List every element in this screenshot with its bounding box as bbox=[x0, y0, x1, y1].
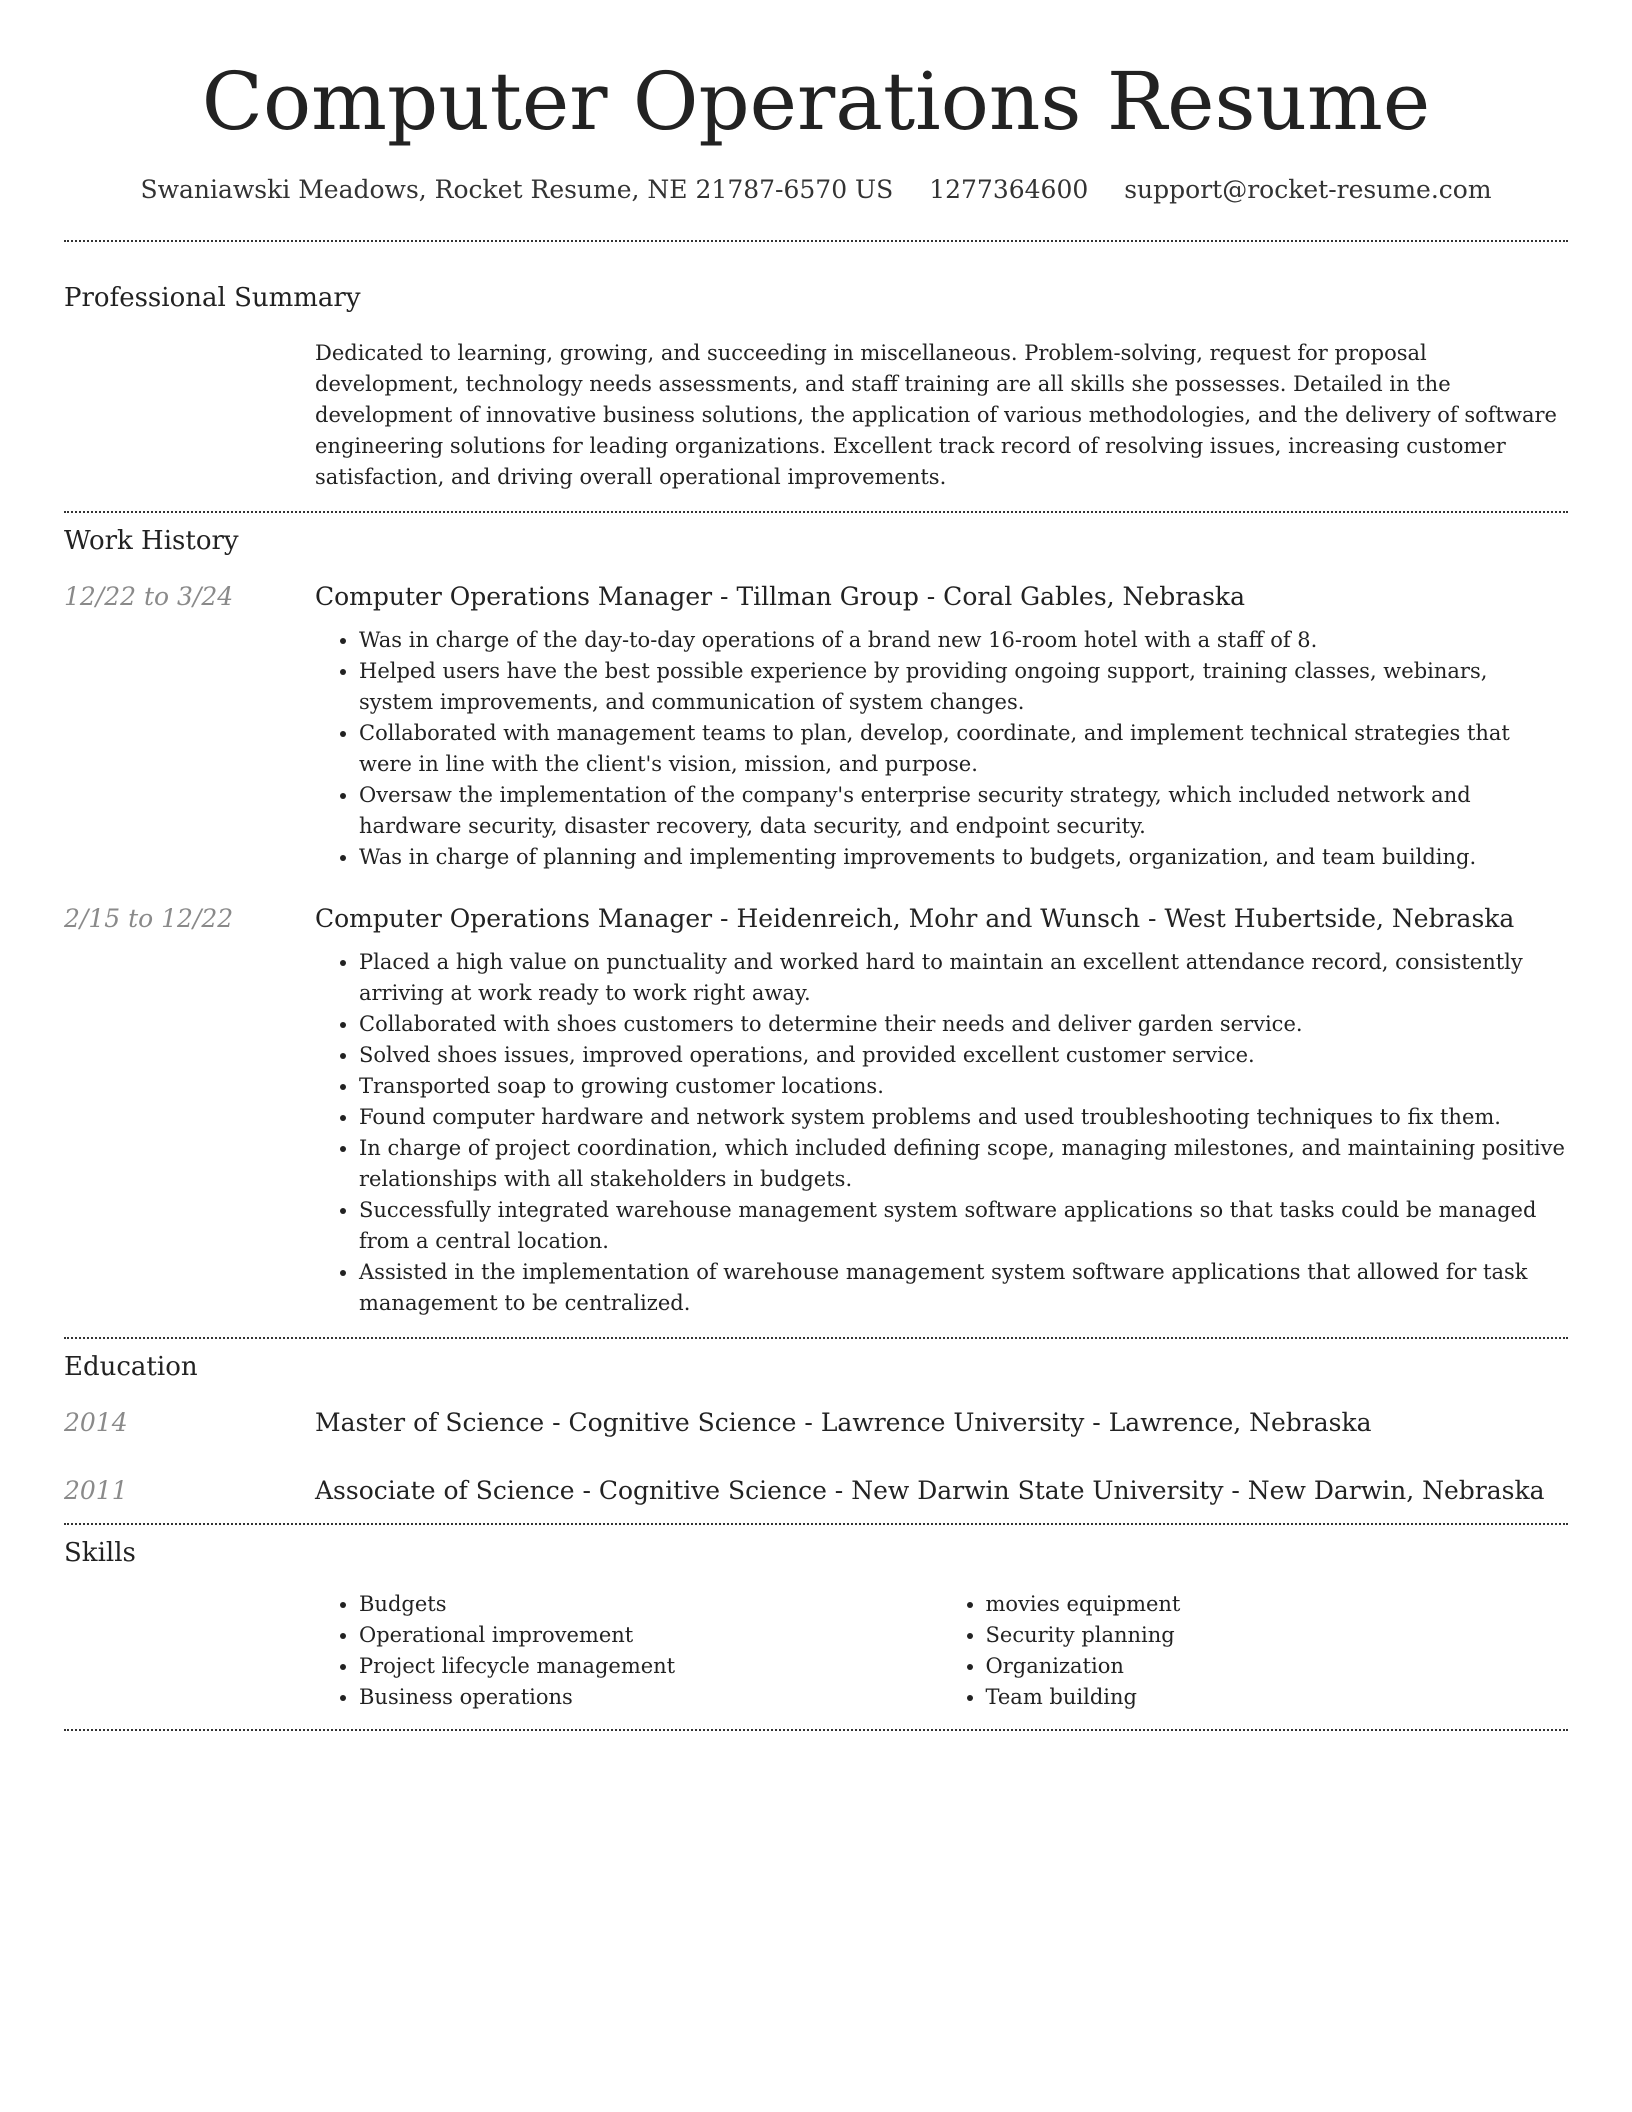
job-bullet: • Found computer hardware and network system problems and used troubleshooting techniques to fix them. bbox=[359, 1102, 1568, 1133]
job-bullet: • In charge of project coordination, which included defining scope, managing milestones, and maintaining positive relationships with all stakeholders in budgets. bbox=[359, 1133, 1568, 1195]
job-bullet: • Helped users have the best possible experience by providing ongoing support, training classes, webinars, system improvements, and communication of system changes. bbox=[359, 656, 1568, 718]
job-bullet: • Solved shoes issues, improved operations, and provided excellent customer service. bbox=[359, 1040, 1568, 1071]
job-bullet: • Successfully integrated warehouse management system software applications so that tasks could be managed from a central location. bbox=[359, 1195, 1568, 1257]
job-heading: Computer Operations Manager - Heidenreich, Mohr and Wunsch - West Hubertside, Nebraska bbox=[315, 904, 1515, 933]
education-entry bbox=[64, 1405, 1568, 1441]
resume-title: Computer Operations Resume bbox=[201, 55, 1431, 148]
work-section bbox=[64, 523, 1568, 1319]
education-divider bbox=[64, 1523, 1568, 1525]
job-bullet: • Collaborated with management teams to plan, develop, coordinate, and implement technical strategies that were in line with the client's vision, mission, and purpose. bbox=[359, 718, 1568, 780]
education-year: 2011 bbox=[64, 1476, 128, 1505]
job-bullet: • Collaborated with shoes customers to determine their needs and deliver garden service. bbox=[359, 1009, 1568, 1040]
job-bullet: • Oversaw the implementation of the company's enterprise security strategy, which included network and hardware security, disaster recovery, data security, and endpoint security. bbox=[359, 780, 1568, 842]
skill-item: • Business operations bbox=[359, 1682, 942, 1713]
skill-item: • Team building bbox=[986, 1682, 1569, 1713]
skills-section bbox=[64, 1535, 1568, 1713]
contact-line bbox=[64, 172, 1568, 208]
summary-section bbox=[64, 280, 1568, 493]
education-section bbox=[64, 1349, 1568, 1509]
job-bullet: • Transported soap to growing customer locations. bbox=[359, 1071, 1568, 1102]
summary-left-spacer bbox=[64, 338, 315, 493]
skill-item: • movies equipment bbox=[986, 1589, 1569, 1620]
skill-item: • Organization bbox=[986, 1651, 1569, 1682]
skills-divider bbox=[64, 1729, 1568, 1731]
job-bullet: • Placed a high value on punctuality and worked hard to maintain an excellent attendance record, consistently arriving at work ready to work right away. bbox=[359, 947, 1568, 1009]
job-dates: 12/22 to 3/24 bbox=[64, 582, 234, 611]
job-entry bbox=[64, 579, 1568, 873]
work-divider bbox=[64, 1337, 1568, 1339]
header-divider bbox=[64, 240, 1568, 242]
job-bullets bbox=[315, 947, 1568, 1319]
education-heading-line: Master of Science - Cognitive Science - Lawrence University - Lawrence, Nebraska bbox=[315, 1408, 1372, 1437]
education-entry bbox=[64, 1473, 1568, 1509]
contact-address: Swaniawski Meadows, Rocket Resume, NE 21787-6570 US bbox=[140, 175, 894, 204]
job-bullet: • Was in charge of planning and implementing improvements to budgets, organization, and team building. bbox=[359, 842, 1568, 873]
skills-left-spacer bbox=[64, 1589, 315, 1713]
skill-item: • Operational improvement bbox=[359, 1620, 942, 1651]
summary-text: Dedicated to learning, growing, and succeeding in miscellaneous. Problem-solving, request for proposal development, technology needs assessments, and staff training are all skills she possesses. Detailed in the development of innovative business solutions, the application of various methodologies, and the delivery of software engineering solutions for leading organizations. Excellent track record of resolving issues, increasing customer satisfaction, and driving overall operational improvements. bbox=[315, 341, 1557, 489]
job-entry bbox=[64, 901, 1568, 1319]
education-heading: Education bbox=[64, 1352, 198, 1382]
job-bullet: • Was in charge of the day-to-day operations of a brand new 16-room hotel with a staff of 8. bbox=[359, 625, 1568, 656]
summary-divider bbox=[64, 511, 1568, 513]
work-heading: Work History bbox=[64, 526, 239, 556]
skill-item: • Security planning bbox=[986, 1620, 1569, 1651]
job-bullets bbox=[315, 625, 1568, 873]
skill-item: • Project lifecycle management bbox=[359, 1651, 942, 1682]
job-heading: Computer Operations Manager - Tillman Group - Coral Gables, Nebraska bbox=[315, 582, 1245, 611]
skills-list-left bbox=[315, 1589, 942, 1713]
skills-heading: Skills bbox=[64, 1538, 136, 1568]
education-year: 2014 bbox=[64, 1408, 128, 1437]
resume-header bbox=[64, 0, 1568, 208]
skills-list-right bbox=[942, 1589, 1569, 1713]
skill-item: • Budgets bbox=[359, 1589, 942, 1620]
summary-heading: Professional Summary bbox=[64, 283, 361, 313]
contact-phone: 1277364600 bbox=[929, 175, 1089, 204]
job-bullet: • Assisted in the implementation of warehouse management system software applications that allowed for task management to be centralized. bbox=[359, 1257, 1568, 1319]
contact-email: support@rocket-resume.com bbox=[1124, 175, 1492, 204]
job-dates: 2/15 to 12/22 bbox=[64, 904, 234, 933]
education-heading-line: Associate of Science - Cognitive Science - New Darwin State University - New Darwin, Nebraska bbox=[315, 1476, 1545, 1505]
